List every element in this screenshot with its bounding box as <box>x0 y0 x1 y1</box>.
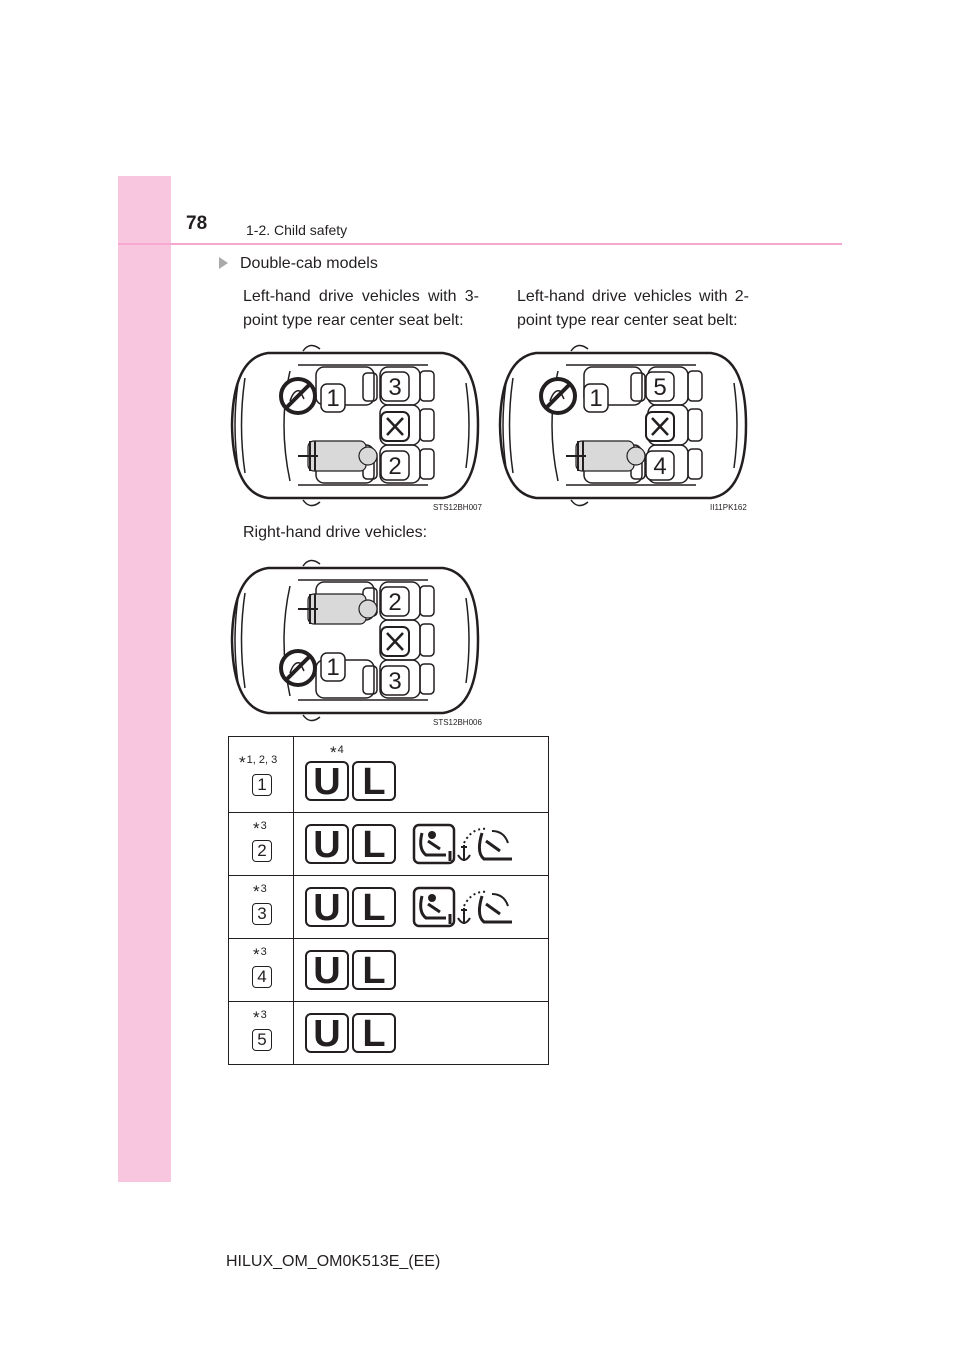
figure-1-caption: Left-hand drive vehicles with 3-point type rear center seat belt: <box>243 288 479 329</box>
legend-key-cell <box>229 876 294 939</box>
figure-2-car-diagram <box>496 343 750 508</box>
page-number: 78 <box>186 213 208 234</box>
seat-legend-table <box>228 736 549 1065</box>
universal-u-badge: U <box>305 824 349 864</box>
isofix-seat-icon <box>414 888 454 926</box>
car-body-outline <box>232 353 478 498</box>
legend-icon-cell <box>294 876 549 939</box>
section-title: 1-2. Child safety <box>246 222 348 238</box>
figure-3-code: STS12BH006 <box>433 718 482 727</box>
universal-l-badge: L <box>352 824 396 864</box>
legend-row <box>229 939 549 1002</box>
subheading <box>219 255 378 273</box>
legend-footnote: * 3 <box>253 945 267 965</box>
driver-figure <box>566 441 645 471</box>
universal-l-badge: L <box>352 950 396 990</box>
universal-u-badge: U <box>305 1013 349 1053</box>
document-footer: HILUX_OM_OM0K513E_(EE) <box>226 1253 441 1270</box>
seat-position-marker-5 <box>646 372 674 401</box>
universal-l-badge: L <box>352 887 396 927</box>
legend-seat-number: 3 <box>252 903 272 925</box>
figure-1-car-diagram <box>228 343 482 508</box>
seat-prohibited-marker <box>381 412 409 441</box>
legend-seat-number: 5 <box>252 1029 272 1051</box>
legend-icon-cell <box>294 813 549 876</box>
svg-text:2: 2 <box>388 589 402 616</box>
legend-row <box>229 813 549 876</box>
header-rule <box>118 243 842 245</box>
legend-icon-cell <box>294 1002 549 1065</box>
legend-icon-cell <box>294 939 549 1002</box>
isofix-icons <box>412 823 522 867</box>
seat-position-marker-1 <box>321 653 345 681</box>
svg-text:1: 1 <box>589 385 603 412</box>
figure-1-code: STS12BH007 <box>433 503 482 512</box>
svg-text:4: 4 <box>653 453 667 480</box>
legend-key-cell <box>229 939 294 1002</box>
legend-icon-cell <box>294 737 549 813</box>
svg-text:2: 2 <box>388 453 402 480</box>
seat-position-marker-4 <box>646 451 674 480</box>
seat-position-marker-2 <box>381 451 409 480</box>
seat-prohibited-marker <box>646 412 674 441</box>
universal-u-badge: U <box>305 950 349 990</box>
top-tether-anchor-icon <box>458 829 512 861</box>
sidebar-tab <box>118 176 171 1182</box>
driver-figure <box>298 594 377 624</box>
universal-l-badge: L <box>352 761 396 801</box>
legend-row <box>229 737 549 813</box>
no-child-seat-airbag-icon <box>281 379 315 413</box>
driver-figure <box>298 441 377 471</box>
legend-footnote: * 3 <box>253 819 267 839</box>
isofix-icons <box>412 886 522 930</box>
svg-text:5: 5 <box>653 374 667 401</box>
seat-position-marker-3 <box>381 372 409 401</box>
universal-u-badge: U <box>305 887 349 927</box>
legend-key-cell <box>229 1002 294 1065</box>
legend-row <box>229 876 549 939</box>
legend-footnote: * 1, 2, 3 <box>239 753 277 773</box>
seat-position-marker-3 <box>381 666 409 695</box>
legend-seat-number: 1 <box>252 774 272 796</box>
universal-l-badge: L <box>352 1013 396 1053</box>
legend-icon-footnote: * 4 <box>330 743 344 763</box>
seat-position-marker-2 <box>381 587 409 616</box>
figure-3-caption: Right-hand drive vehicles: <box>243 524 428 541</box>
seat-prohibited-marker <box>381 627 409 656</box>
legend-footnote: * 3 <box>253 882 267 902</box>
seat-position-marker-1 <box>584 384 608 412</box>
no-child-seat-airbag-icon <box>541 379 575 413</box>
isofix-seat-icon <box>414 825 454 863</box>
legend-seat-number: 2 <box>252 840 272 862</box>
no-child-seat-airbag-icon <box>281 651 315 685</box>
figure-3-car-diagram <box>228 558 482 723</box>
svg-text:1: 1 <box>326 654 340 681</box>
seat-position-marker-1 <box>321 384 345 412</box>
figure-2-caption: Left-hand drive vehicles with 2-point type rear center seat belt: <box>517 288 749 329</box>
svg-text:1: 1 <box>326 385 340 412</box>
universal-u-badge: U <box>305 761 349 801</box>
triangle-bullet-icon <box>219 257 228 269</box>
legend-key-cell <box>229 813 294 876</box>
legend-seat-number: 4 <box>252 966 272 988</box>
svg-text:3: 3 <box>388 668 402 695</box>
svg-text:3: 3 <box>388 374 402 401</box>
legend-footnote: * 3 <box>253 1008 267 1028</box>
top-tether-anchor-icon <box>458 892 512 924</box>
legend-row <box>229 1002 549 1065</box>
figure-2-code: II11PK162 <box>710 503 747 512</box>
legend-key-cell <box>229 737 294 813</box>
subheading-text: Double-cab models <box>240 255 378 272</box>
